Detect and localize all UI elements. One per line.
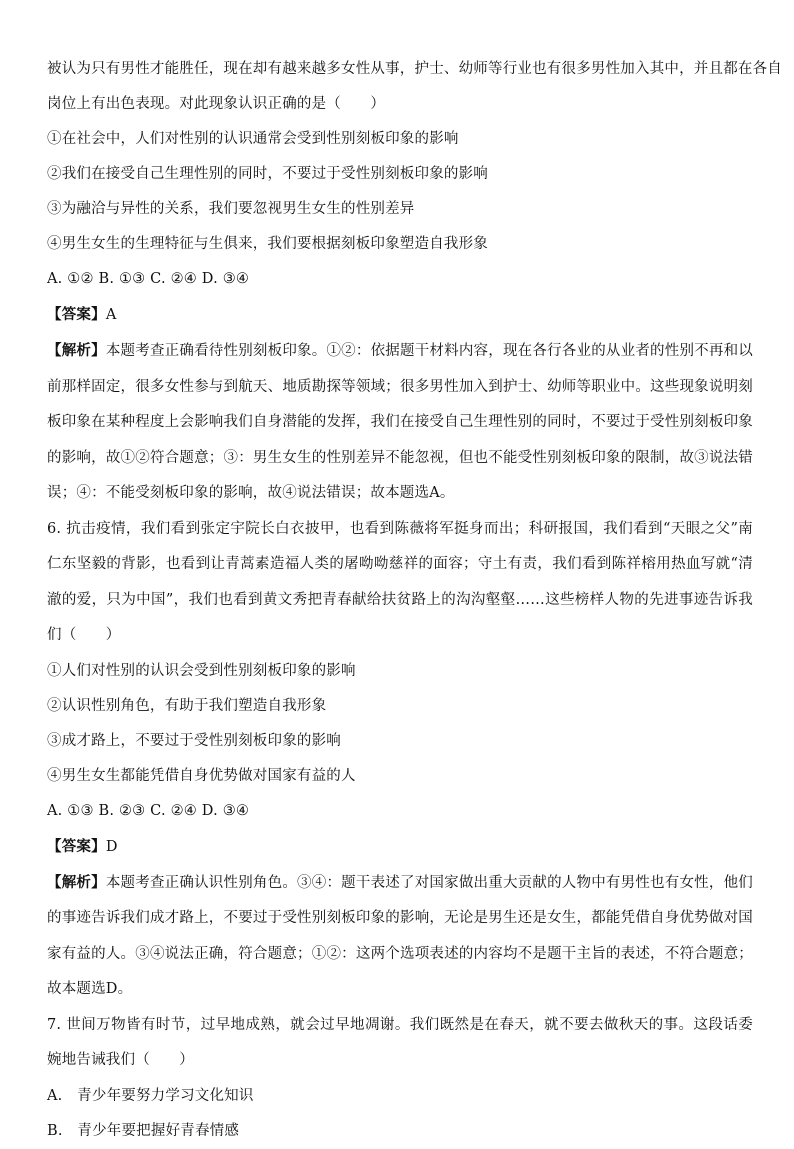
q7-option-a: A. 青少年要努力学习文化知识 bbox=[47, 1087, 254, 1104]
q6-answer-label: 【答案】 bbox=[47, 837, 106, 855]
q6-option-1: ①人们对性别的认识会受到性别刻板印象的影响 bbox=[47, 662, 356, 679]
q5-answer-value: A bbox=[105, 307, 117, 323]
q5-answer-label: 【答案】 bbox=[47, 306, 106, 323]
q5-answer bbox=[47, 297, 753, 333]
q6-choices: A. ①③ B. ②③ C. ②④ D. ③④ bbox=[47, 802, 250, 819]
q6-answer bbox=[47, 829, 753, 865]
q7-stem: 7. 世间万物皆有时节，过早地成熟，就会过早地凋谢。我们既然是在春天，就不要去做秋天的事。这段话委婉地告诫我们（ ） bbox=[47, 1016, 753, 1068]
q6-analysis-text: 本题考查正确认识性别角色。③④：题干表述了对国家做出重大贡献的人物中有男性也有女性，他们的事迹告诉我们成才路上，不要过于受性别刻板印象的影响，无论是男生还是女生，都能凭借自身优势做对国家有益的人。③④说法正确，符合题意；①②：这两个选项表述的内容均不是题干主旨的表述，不符合题意；故本题选D。 bbox=[47, 874, 753, 997]
q6-option-2: ②认识性别角色，有助于我们塑造自我形象 bbox=[47, 697, 327, 714]
q5-analysis-text: 本题考查正确看待性别刻板印象。①②：依据题干材料内容，现在各行各业的从业者的性别不再和以前那样固定，很多女性参与到航天、地质勘探等领域；很多男性加入到护士、幼师等职业中。这些现象说明刻板印象在某种程度上会影响我们自身潜能的发挥，我们在接受自己生理性别的同时，不要过于受性别刻板印象的影响，故①②符合题意；③：男生女生的性别差异不能忽视，但也不能受性别刻板印象的限制，故③说法错误；④：不能受刻板印象的影响，故④说法错误；故本题选A。 bbox=[47, 343, 753, 501]
document-page bbox=[47, 52, 782, 1149]
q6-analysis-label: 【解析】 bbox=[47, 873, 106, 891]
q5-option-2: ②我们在接受自己生理性别的同时，不要过于受性别刻板印象的影响 bbox=[47, 166, 488, 182]
q5-analysis-label: 【解析】 bbox=[47, 342, 106, 359]
q5-option-3: ③为融洽与异性的关系，我们要忽视男生女生的性别差异 bbox=[47, 201, 415, 217]
q6-stem: 6. 抗击疫情，我们看到张定宇院长白衣披甲，也看到陈薇将军挺身而出；科研报国，我们看到“天眼之父”南仁东坚毅的背影，也看到让青蒿素造福人类的屠呦呦慈祥的面容；守土有责，我们看到陈祥榕用热血写就“清澈的爱，只为中国”，我们也看到黄文秀把青春献给扶贫路上的沟沟壑壑……这些榜样人物的先进事迹告诉我们（ ） bbox=[47, 520, 753, 643]
q5-choices: A. ①② B. ①③ C. ②④ D. ③④ bbox=[47, 271, 250, 287]
q7-option-b: B. 青少年要把握好青春情感 bbox=[47, 1122, 240, 1139]
q5-analysis bbox=[47, 333, 753, 512]
q5-option-1: ①在社会中，人们对性别的认识通常会受到性别刻板印象的影响 bbox=[47, 131, 459, 147]
q6-analysis bbox=[47, 865, 753, 1008]
q5-option-4: ④男生女生的生理特征与生俱来，我们要根据刻板印象塑造自我形象 bbox=[47, 236, 488, 252]
q5-stem-line-1: 被认为只有男性才能胜任，现在却有越来越多女性从事，护士、幼师等行业也有很多男性加入其中，并且都在各自 bbox=[47, 61, 782, 77]
q5-stem-line-2: 岗位上有出色表现。对此现象认识正确的是（ ） bbox=[47, 96, 386, 112]
q6-option-4: ④男生女生都能凭借自身优势做对国家有益的人 bbox=[47, 767, 356, 784]
q6-option-3: ③成才路上，不要过于受性别刻板印象的影响 bbox=[47, 732, 341, 749]
q6-answer-value: D bbox=[105, 838, 118, 855]
